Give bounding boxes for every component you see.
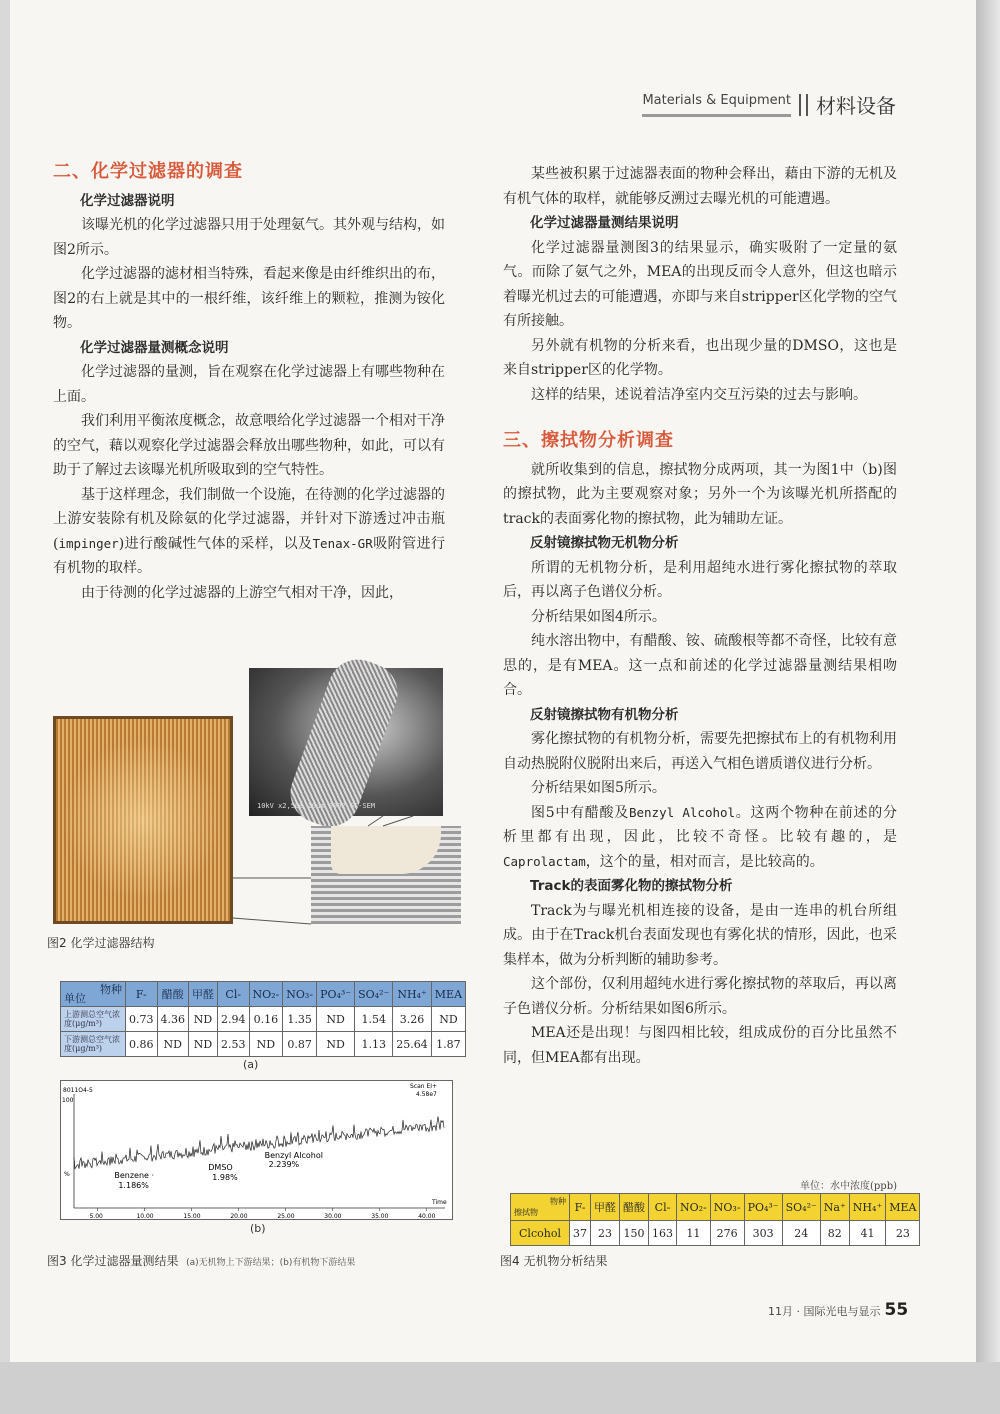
table-3a-label: (a) (243, 1058, 259, 1071)
callout-lines (53, 668, 453, 936)
magazine-page (10, 0, 976, 1362)
x-tick-label: 15.00 (183, 1213, 201, 1220)
table-header: NO₃- (283, 982, 317, 1007)
table-header: F- (570, 1194, 591, 1221)
x-tick-label: 20.00 (230, 1213, 248, 1220)
table-header: PO₄³⁻ (317, 982, 355, 1007)
table-header: 醋酸 (620, 1194, 649, 1221)
table-filter-measurement (60, 981, 466, 1057)
section-heading-3: 三、擦拭物分析调查 (503, 430, 674, 451)
table-header: Cl- (218, 982, 250, 1007)
peak-value: 2.239% (268, 1160, 300, 1169)
paragraph: 化学过滤器的滤材相当特殊，看起来像是由纤维织出的布，图2的右上就是其中的一根纤维，该纤维上的颗粒，推测为铵化物。 (53, 266, 445, 331)
chart-scan-label: Scan EI+ (410, 1083, 438, 1090)
table-header: MEA (431, 982, 465, 1007)
table-4-unit: 单位：水中浓度(ppb) (800, 1181, 898, 1192)
footer-issue: 11月 · 国际光电与显示 (768, 1305, 881, 1318)
x-tick-label: 35.00 (371, 1213, 389, 1220)
table-row: 上游测总空气浓度(μg/m³) 0.73 4.36 ND 2.94 0.16 1.35 ND 1.54 3.26 ND (61, 1007, 466, 1032)
table-header: PO₄³⁻ (744, 1194, 782, 1221)
chart-y-unit: % (64, 1171, 70, 1178)
paragraph: 所谓的无机物分析，是利用超纯水进行雾化擦拭物的萃取后，再以离子色谱仪分析。 (503, 559, 897, 600)
table-header: NO₃- (710, 1194, 744, 1221)
table-header: NO₂- (677, 1194, 711, 1221)
paragraph: MEA还是出现！与图四相比较，组成成份的百分比虽然不同，但MEA都有出现。 (503, 1025, 897, 1066)
section-heading-2: 二、化学过滤器的调查 (53, 161, 243, 182)
x-tick-label: 30.00 (324, 1213, 342, 1220)
figure-2-caption: 图2 化学过滤器结构 (47, 936, 155, 950)
x-tick-label: 5.00 (89, 1213, 103, 1220)
peak-label: Benzyl Alcohol (264, 1151, 323, 1160)
section-header-cn: 材料设备 (816, 94, 896, 118)
header-divider (799, 94, 808, 116)
table-header: SO₄²⁻ (782, 1194, 820, 1221)
table-row: Clcohol 37 23 150 163 11 276 303 24 82 41 23 (511, 1221, 920, 1246)
sem-label: 10kV x2,500 10μm 0002 GC-SEM (257, 802, 376, 810)
chart-y-top: 100 (62, 1097, 74, 1104)
paragraph: 化学过滤器的量测，旨在观察在化学过滤器上有哪些物种在上面。 (53, 364, 445, 405)
table-header: MEA (886, 1194, 920, 1221)
scan-background (0, 1362, 1000, 1414)
table-inorganic-analysis (510, 1193, 920, 1246)
paragraph: 这样的结果，述说着洁净室内交互污染的过去与影响。 (531, 386, 867, 403)
subheading-track: Track的表面雾化物的擦拭物分析 (530, 878, 733, 894)
chromatogram-chart (60, 1080, 453, 1220)
table-header: NH₄⁺ (393, 982, 432, 1007)
figure-2 (53, 668, 453, 936)
section-header-en: Materials & Equipment (642, 93, 791, 117)
section-header (642, 90, 896, 119)
right-column (503, 162, 897, 1070)
paragraph: Track为与曝光机相连接的设备，是由一连串的机台所组成。由于在Track机台表面发现也有雾化状的情形，因此，也采集样本，做为分析判断的辅助参考。 (503, 902, 897, 968)
subheading-measure-result: 化学过滤器量测结果说明 (530, 215, 679, 231)
paragraph: 该曝光机的化学过滤器只用于处理氨气。其外观与结构，如图2所示。 (53, 217, 445, 258)
subheading-organic: 反射镜擦拭物有机物分析 (530, 706, 679, 723)
paragraph: 分析结果如图4所示。 (531, 608, 666, 625)
table-corner: 物种 单位 (61, 982, 126, 1007)
table-row: 下游测总空气浓度(μg/m³) 0.86 ND ND 2.53 ND 0.87 ND 1.13 25.64 1.87 (61, 1032, 466, 1057)
table-header: 甲醛 (591, 1194, 620, 1221)
table-header: 甲醛 (189, 982, 218, 1007)
paragraph: 分析结果如图5所示。 (531, 780, 666, 796)
paragraph: 基于这样理念，我们制做一个设施，在待测的化学过滤器的上游安装除有机及除氨的化学过滤器，并针对下游透过冲击瓶(impinger)进行酸碱性气体的采样，以及Tenax-GR吸附管进行有机物的取样。 (53, 486, 446, 576)
x-tick-label: 40.00 (418, 1213, 436, 1220)
paragraph: 另外就有机物的分析来看，也出现少量的DMSO，这也是来自stripper区的化学物。 (503, 337, 897, 378)
table-header: Na⁺ (820, 1194, 849, 1221)
paragraph: 由于待测的化学过滤器的上游空气相对干净，因此， (81, 584, 403, 601)
peak-label: DMSO (208, 1163, 233, 1172)
table-corner: 物种 擦拭物 (511, 1194, 570, 1221)
table-header: F- (126, 982, 158, 1007)
paragraph: 这个部份，仅利用超纯水进行雾化擦拭物的萃取后，再以离子色谱仪分析。分析结果如图6所示。 (503, 976, 897, 1017)
chart-scale-label: 4.58e7 (416, 1091, 437, 1098)
table-header: NO₂- (249, 982, 283, 1007)
peak-value: 1.98% (212, 1173, 238, 1182)
page-number: 55 (884, 1300, 909, 1320)
paragraph: 图5中有醋酸及Benzyl Alcohol。这两个物种在前述的分析里都有出现，因此，比较不奇怪。比较有趣的，是Caprolactam，这个的量，相对而言，是比较高的。 (503, 804, 898, 870)
chart-x-label: Time (432, 1199, 447, 1206)
figure-4-caption: 图4 无机物分析结果 (500, 1254, 608, 1268)
paragraph: 就所收集到的信息，擦拭物分成两项，其一为图1中（b)图的擦拭物，此为主要观察对象；另外一个为该曝光机所搭配的track的表面雾化物的擦拭物，此为辅助左证。 (503, 461, 897, 527)
peak-value: 1.186% (118, 1181, 149, 1190)
chart-3b-label: (b) (250, 1222, 266, 1235)
subheading-inorganic: 反射镜擦拭物无机物分析 (530, 535, 679, 551)
left-column (53, 160, 445, 605)
paragraph: 我们利用平衡浓度概念，故意喂给化学过滤器一个相对干净的空气，藉以观察化学过滤器会释放出哪些物种，如此，可以有助于了解过去该曝光机所吸取到的空气特性。 (53, 413, 445, 478)
chart-top-left: 8011O4-5 (63, 1087, 93, 1094)
page-footer (768, 1300, 908, 1320)
x-tick-label: 10.00 (136, 1213, 154, 1220)
x-tick-label: 25.00 (277, 1213, 295, 1220)
table-header: 醋酸 (157, 982, 189, 1007)
figure-3-caption: 图3 化学过滤器量测结果 (a)无机物上下游结果；(b)有机物下游结果 (47, 1254, 356, 1268)
page-edge-shadow (976, 0, 1000, 1414)
paragraph: 某些被积累于过滤器表面的物种会释出，藉由下游的无机及有机气体的取样，就能够反溯过去曝光机的可能遭遇。 (503, 166, 897, 207)
subheading-filter-desc: 化学过滤器说明 (80, 192, 175, 209)
table-header: Cl- (649, 1194, 677, 1221)
subheading-measure-concept: 化学过滤器量测概念说明 (80, 339, 229, 356)
paragraph: 化学过滤器量测图3的结果显示，确实吸附了一定量的氨气。而除了氨气之外，MEA的出现反而令人意外，但这也暗示着曝光机过去的可能遭遇，亦即与来自stripper区化学物的空气有所接触。 (503, 239, 897, 329)
paragraph: 纯水溶出物中，有醋酸、铵、硫酸根等都不奇怪，比较有意思的，是有MEA。这一点和前述的化学过滤器量测结果相吻合。 (503, 633, 897, 698)
paragraph: 雾化擦拭物的有机物分析，需要先把擦拭布上的有机物利用自动热脱附仪脱附出来后，再送入气相色谱质谱仪进行分析。 (503, 731, 897, 772)
peak-label: Benzene · (114, 1171, 155, 1180)
table-header: NH₄⁺ (849, 1194, 885, 1221)
table-header: SO₄²⁻ (355, 982, 393, 1007)
